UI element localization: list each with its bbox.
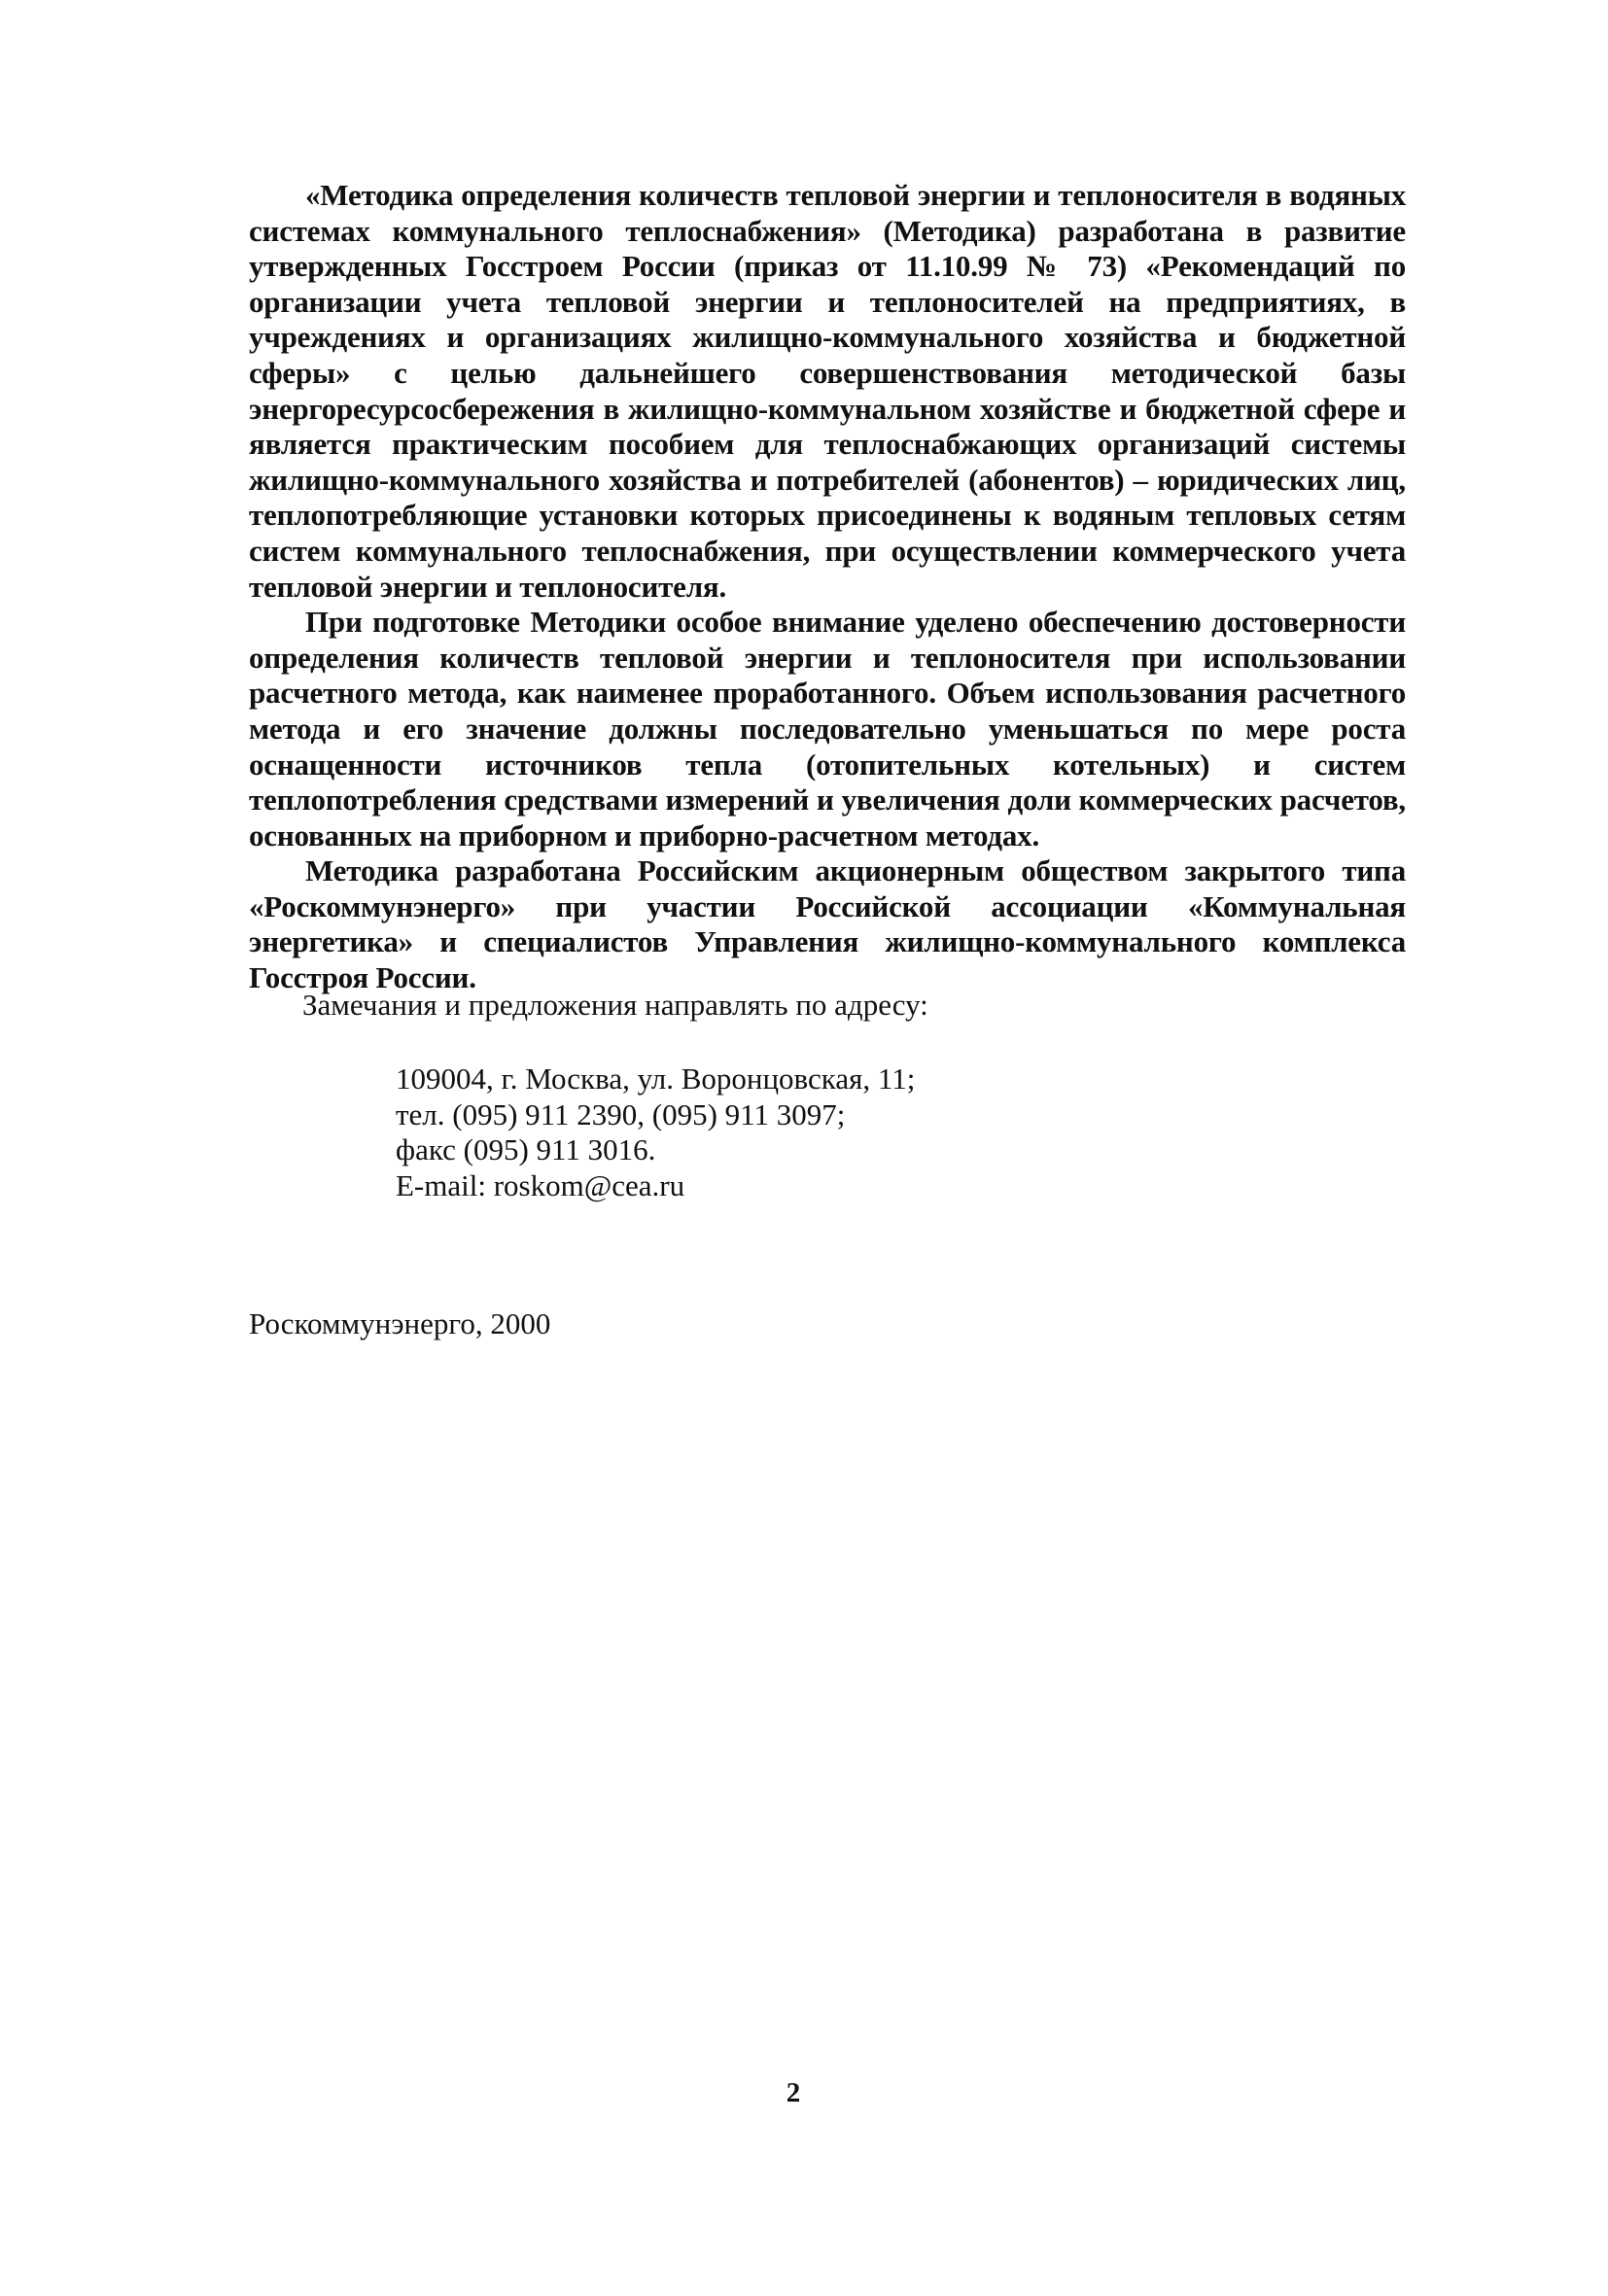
paragraph-preparation: При подготовке Методики особое внимание уделено обеспечению достоверности определения количеств тепловой энергии и теплоносителя при использовании расчетного метода, как наименее проработанного. Объем использования расчетного метода и его значение должны последовательно уменьшаться по мере роста оснащенности источников тепла (отопительных котельных) и систем теплопотребления средствами измерений и увеличения доли коммерческих расчетов, основанных на приборном и приборно-расчетном методах. [249, 605, 1406, 852]
remarks-heading: Замечания и предложения направлять по адресу: [302, 988, 928, 1022]
body-text [249, 178, 1406, 996]
contact-address [396, 1061, 915, 1203]
paragraph-intro: «Методика определения количеств тепловой энергии и теплоносителя в водяных системах коммунального теплоснабжения» (Методика) разработана в развитие утвержденных Госстроем России (приказ от 11.10.99 № 73) «Рекомендаций по организации учета тепловой энергии и теплоносителей на предприятиях, в учреждениях и организациях жилищно-коммунального хозяйства и бюджетной сферы» с целью дальнейшего совершенствования методической базы энергоресурсосбережения в жилищно-коммунальном хозяйстве и бюджетной сфере и является практическим пособием для теплоснабжающих организаций системы жилищно-коммунального хозяйства и потребителей (абонентов) – юридических лиц, теплопотребляющие установки которых присоединены к водяным тепловых сетям систем коммунального теплоснабжения, при осуществлении коммерческого учета тепловой энергии и теплоносителя. [249, 178, 1406, 604]
email-line: E-mail: roskom@cea.ru [396, 1167, 685, 1202]
publisher-line: Роскоммунэнерго, 2000 [249, 1306, 551, 1340]
paragraph-developers: Методика разработана Российским акционерным обществом закрытого типа «Роскоммунэнерго» при участии Российской ассоциации «Коммунальная энергетика» и специалистов Управления жилищно-коммунального комплекса Госстроя России. [249, 853, 1406, 995]
page-number: 2 [786, 2077, 801, 2108]
phone-line: тел. (095) 911 2390, (095) 911 3097; [396, 1096, 846, 1131]
fax-line: факс (095) 911 3016. [396, 1132, 656, 1166]
address-line: 109004, г. Москва, ул. Воронцовская, 11; [396, 1061, 916, 1096]
